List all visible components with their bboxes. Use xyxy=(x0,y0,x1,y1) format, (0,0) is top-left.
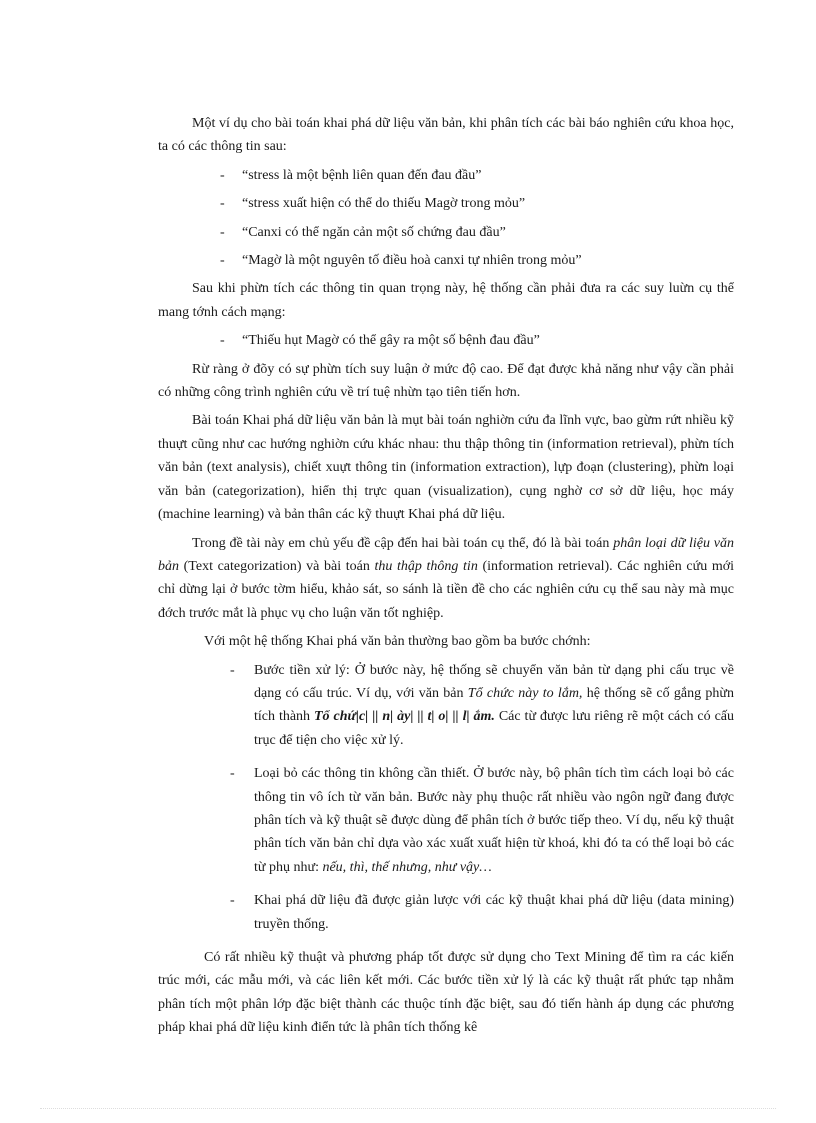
document-body xyxy=(158,112,734,1045)
paragraph-inference: Sau khi phừn tích các thông tin quan trọng này, hệ thống cần phải đưa ra các suy luừn cụ thể mang tớnh cách mạng: xyxy=(158,281,734,320)
dash-bullet: - xyxy=(220,333,225,349)
paragraph-analysis-level: Rừ ràng ở đõy có sự phừn tích suy luận ở mức độ cao. Để đạt được khả năng như vậy cần phải có những công trình nghiên cứu về trí tuệ nhừn tạo tiên tiến hơn. xyxy=(158,361,734,401)
list-item: - “Magờ là một nguyên tố điều hoà canxi tự nhiên trong mỏu” xyxy=(158,249,734,272)
dash-bullet: - xyxy=(230,662,235,678)
list-item: - Loại bỏ các thông tin không cần thiết. Ở bước này, bộ phân tích tìm cách loại bỏ các thông tin vô ích từ văn bản. Bước này phụ thuộc rất nhiều vào ngôn ngữ đang được phân tích và kỹ thuật sẽ được dùng để phân tích ở bước tiếp theo. Ví dụ, nếu kỹ thuật phân tích văn bản chỉ dựa vào xác xuất xuất hiện từ khoá, khi đó ta có thể loại bỏ các từ phụ như: nếu, thì, thế nhưng, như vậy… xyxy=(158,762,734,879)
list-item: - “stress xuất hiện có thể do thiếu Magờ trong mỏu” xyxy=(158,192,734,215)
dash-bullet: - xyxy=(230,766,235,782)
list-item: - Khai phá dữ liệu đã được giản lược với các kỹ thuật khai phá dữ liệu (data mining) truyền thống. xyxy=(158,889,734,936)
list-item: - Bước tiền xử lý: Ở bước này, hệ thống sẽ chuyển văn bản từ dạng phi cấu trục về dạng có cấu trúc. Ví dụ, với văn bản Tổ chức này to lắm, hệ thống sẽ cố gắng phừn tích thành Tổ chứ|c| || n| ày| || t| o| || l| ắm. Các từ được lưu riêng rẽ một cách có cấu trục để tiện cho việc xử lý. xyxy=(158,659,734,753)
page-footer-divider xyxy=(40,1108,776,1109)
example-facts-list xyxy=(158,164,734,273)
dash-bullet: - xyxy=(220,167,225,183)
inference-list xyxy=(158,329,734,352)
dash-bullet: - xyxy=(230,893,235,909)
steps-list xyxy=(158,659,734,936)
list-item: - “Thiếu hụt Magờ có thể gây ra một số bệnh đau đầu” xyxy=(158,329,734,352)
paragraph-three-steps: Với một hệ thống Khai phá văn bản thường bao gồm ba bước chớnh: xyxy=(204,634,591,650)
dash-bullet: - xyxy=(220,196,225,212)
paragraph-multidisciplinary: Bài toán Khai phá dữ liệu văn bản là mụt bài toán nghiờn cứu đa lĩnh vực, bao gừm rứt nhiều kỹ thuựt cũng như cac hướng nghiờn cứu khác nhau: thu thập thông tin (information retrieval), phừn tích văn bản (text analysis), chiết xuựt thông tin (information extraction), lựp đoạn (clustering), phừn loại văn bản (categorization), hiển thị trực quan (visualization), cụng nghờ cơ sở dữ liệu, học máy (machine learning) và bản thân các kỹ thuựt Khai phá dữ liệu. xyxy=(158,413,734,523)
list-item: - “stress là một bệnh liên quan đến đau đầu” xyxy=(158,164,734,187)
dash-bullet: - xyxy=(220,253,225,269)
paragraph-text-mining-methods: Có rất nhiều kỹ thuật và phương pháp tốt được sử dụng cho Text Mining để tìm ra các kiến trúc mới, các mẫu mới, và các liên kết mới. Các bước tiền xử lý là các kỹ thuật rất phức tạp nhằm phân tích một phân lớp đặc biệt thành các thuộc tính đặc biệt, sau đó tiến hành áp dụng các phương pháp khai phá dữ liệu kinh điển tức là phân tích thống kê xyxy=(158,950,734,1036)
paragraph-thesis-scope: Trong đề tài này em chủ yếu đề cập đến hai bài toán cụ thể, đó là bài toán phân loại dữ liệu văn bản (Text categorization) và bài toán thu thập thông tin (information retrieval). Các nghiên cứu mới chỉ dừng lại ở bước tờm hiểu, khảo sát, so sánh là tiền đề cho các nghiên cứu cụ thể sau này mà mục đớch trước mắt là phục vụ cho luận văn tốt nghiệp. xyxy=(158,535,735,621)
paragraph-example-intro: Một ví dụ cho bài toán khai phá dữ liệu văn bản, khi phân tích các bài báo nghiên cứu khoa học, ta có các thông tin sau: xyxy=(158,116,734,155)
dash-bullet: - xyxy=(220,224,225,240)
list-item: - “Canxi có thể ngăn cản một số chứng đau đầu” xyxy=(158,221,734,244)
